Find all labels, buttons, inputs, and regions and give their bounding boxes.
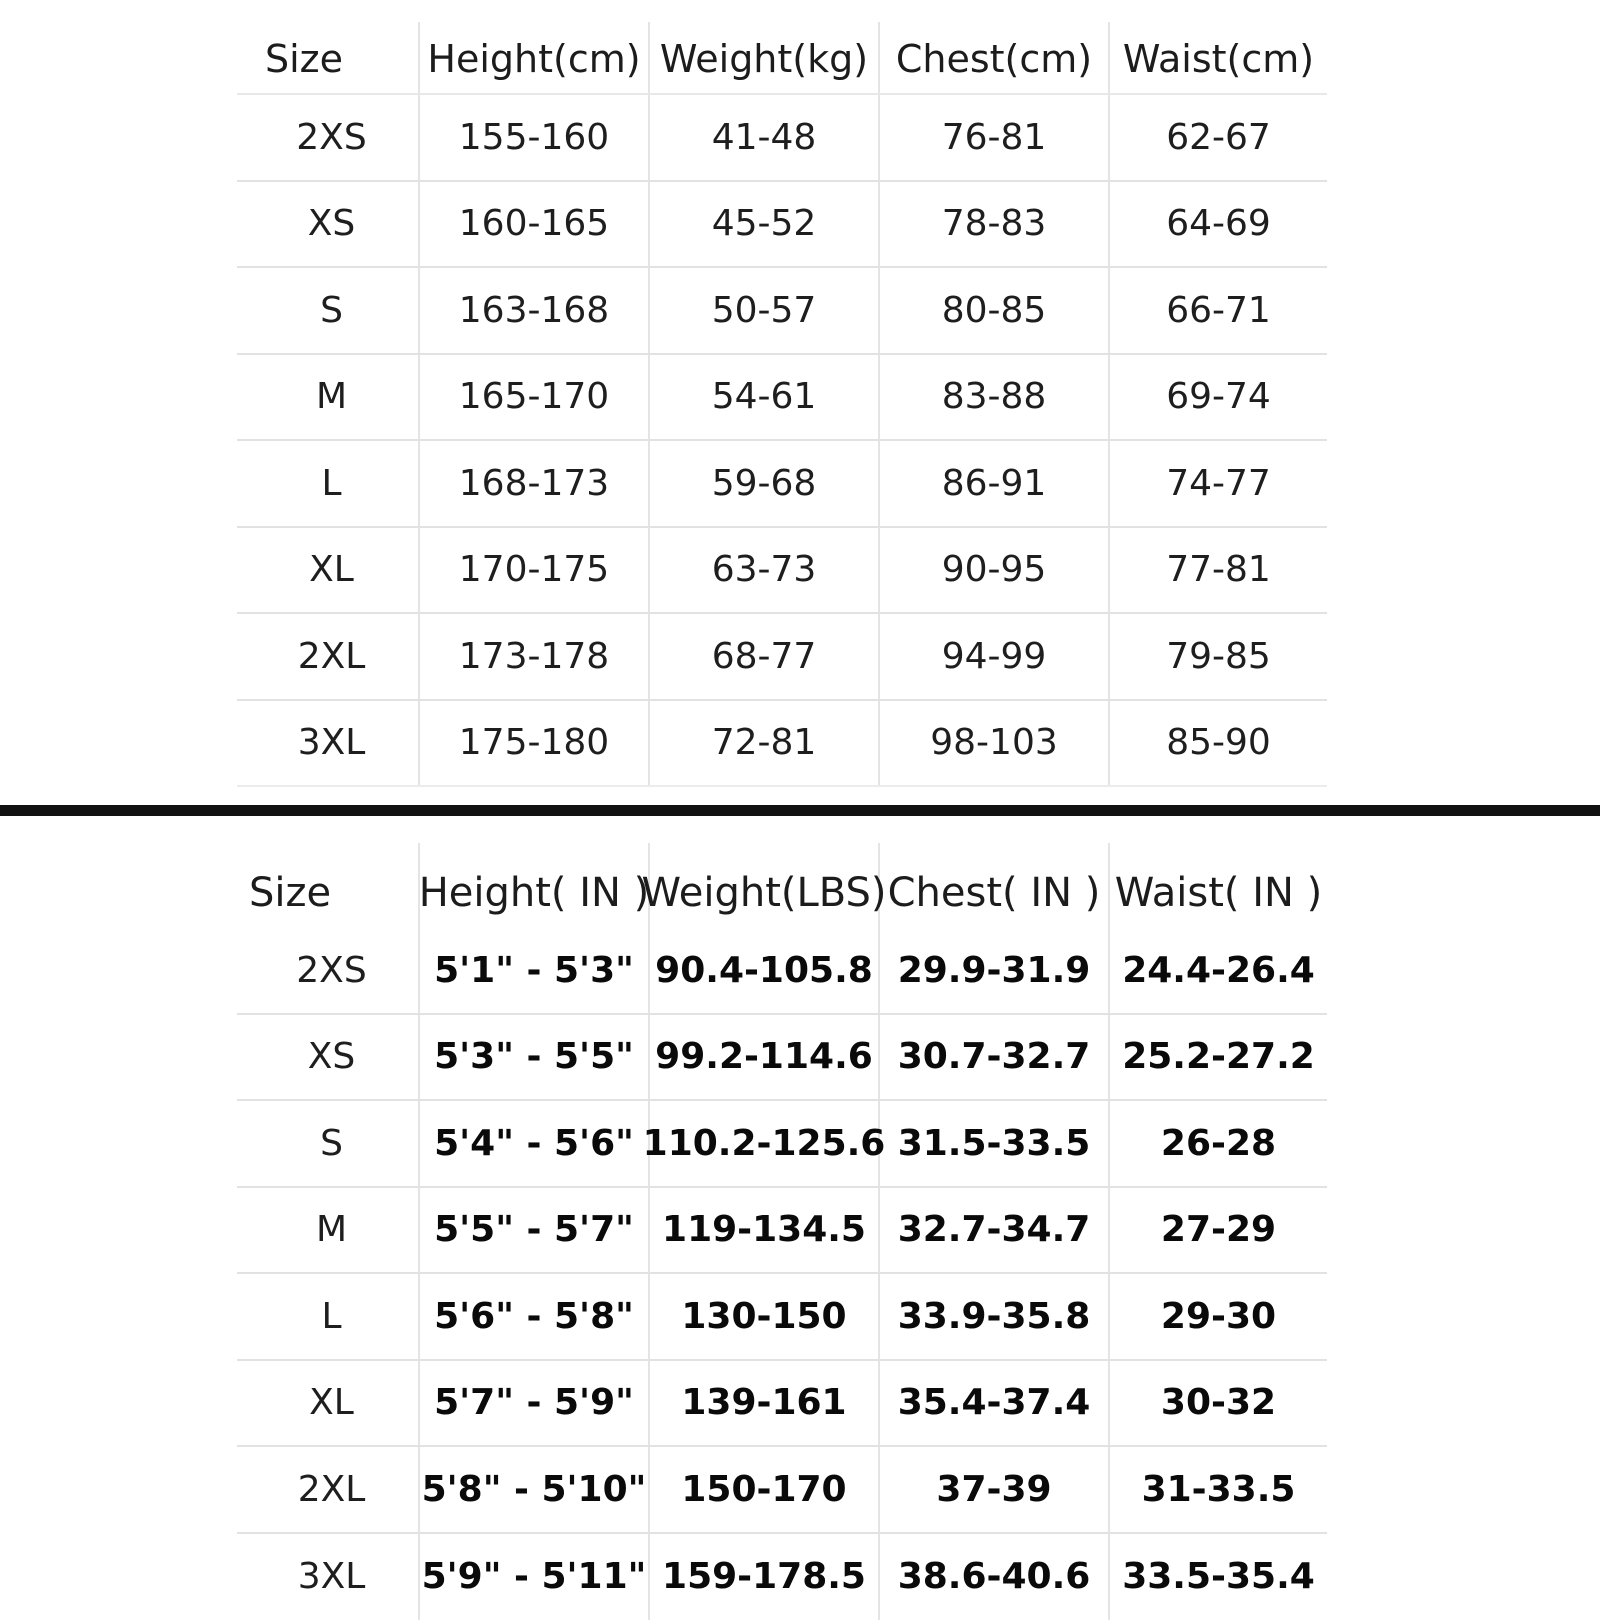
imperial-cell-size: M (237, 1188, 420, 1273)
table-row (237, 1534, 1327, 1620)
metric-header-waist: Waist(cm) (1110, 22, 1327, 93)
imperial-cell-chest: 32.7-34.7 (880, 1188, 1110, 1273)
metric-cell-chest: 94-99 (880, 614, 1110, 699)
metric-cell-weight: 41-48 (650, 95, 880, 180)
table-row (237, 1015, 1327, 1102)
metric-header-row (237, 22, 1327, 95)
imperial-cell-height: 5'3" - 5'5" (420, 1015, 650, 1100)
imperial-cell-size: L (237, 1274, 420, 1359)
metric-cell-height: 160-165 (420, 182, 650, 267)
imperial-cell-weight: 159-178.5 (650, 1534, 880, 1620)
metric-cell-weight: 50-57 (650, 268, 880, 353)
imperial-cell-height: 5'4" - 5'6" (420, 1101, 650, 1186)
imperial-header-row (237, 843, 1327, 928)
table-row (237, 1447, 1327, 1534)
imperial-cell-waist: 26-28 (1110, 1101, 1327, 1186)
imperial-cell-waist: 33.5-35.4 (1110, 1534, 1327, 1620)
metric-cell-height: 155-160 (420, 95, 650, 180)
imperial-cell-size: S (237, 1101, 420, 1186)
metric-cell-size: 3XL (237, 701, 420, 786)
imperial-cell-weight: 139-161 (650, 1361, 880, 1446)
metric-header-height: Height(cm) (420, 22, 650, 93)
table-row (237, 1361, 1327, 1448)
metric-cell-waist: 74-77 (1110, 441, 1327, 526)
metric-cell-height: 165-170 (420, 355, 650, 440)
imperial-header-chest: Chest( IN ) (880, 843, 1110, 928)
imperial-header-waist: Waist( IN ) (1110, 843, 1327, 928)
metric-cell-weight: 54-61 (650, 355, 880, 440)
table-row (237, 614, 1327, 701)
metric-cell-weight: 45-52 (650, 182, 880, 267)
metric-cell-height: 170-175 (420, 528, 650, 613)
table-row (237, 1274, 1327, 1361)
imperial-cell-height: 5'9" - 5'11" (420, 1534, 650, 1620)
imperial-cell-waist: 31-33.5 (1110, 1447, 1327, 1532)
metric-cell-waist: 64-69 (1110, 182, 1327, 267)
imperial-header-weight: Weight(LBS) (650, 843, 880, 928)
imperial-cell-size: 2XS (237, 928, 420, 1013)
imperial-cell-weight: 110.2-125.6 (650, 1101, 880, 1186)
table-row (237, 268, 1327, 355)
metric-cell-size: L (237, 441, 420, 526)
metric-cell-height: 163-168 (420, 268, 650, 353)
imperial-cell-weight: 119-134.5 (650, 1188, 880, 1273)
metric-cell-waist: 62-67 (1110, 95, 1327, 180)
imperial-size-chart (0, 815, 1600, 1600)
imperial-cell-waist: 27-29 (1110, 1188, 1327, 1273)
imperial-header-size: Size (237, 843, 420, 928)
imperial-cell-size: XS (237, 1015, 420, 1100)
metric-header-weight: Weight(kg) (650, 22, 880, 93)
imperial-cell-waist: 24.4-26.4 (1110, 928, 1327, 1013)
imperial-cell-height: 5'6" - 5'8" (420, 1274, 650, 1359)
metric-cell-size: 2XL (237, 614, 420, 699)
metric-cell-chest: 78-83 (880, 182, 1110, 267)
imperial-cell-weight: 150-170 (650, 1447, 880, 1532)
imperial-cell-waist: 30-32 (1110, 1361, 1327, 1446)
imperial-cell-weight: 99.2-114.6 (650, 1015, 880, 1100)
table-row (237, 528, 1327, 615)
imperial-cell-chest: 30.7-32.7 (880, 1015, 1110, 1100)
imperial-cell-size: XL (237, 1361, 420, 1446)
imperial-cell-chest: 29.9-31.9 (880, 928, 1110, 1013)
imperial-cell-height: 5'5" - 5'7" (420, 1188, 650, 1273)
metric-header-size: Size (237, 22, 420, 93)
imperial-cell-waist: 25.2-27.2 (1110, 1015, 1327, 1100)
metric-cell-size: XL (237, 528, 420, 613)
metric-cell-weight: 72-81 (650, 701, 880, 786)
imperial-cell-height: 5'7" - 5'9" (420, 1361, 650, 1446)
table-row (237, 1188, 1327, 1275)
metric-cell-chest: 76-81 (880, 95, 1110, 180)
table-row (237, 95, 1327, 182)
imperial-cell-weight: 90.4-105.8 (650, 928, 880, 1013)
imperial-cell-height: 5'1" - 5'3" (420, 928, 650, 1013)
metric-cell-height: 175-180 (420, 701, 650, 786)
table-row (237, 928, 1327, 1015)
metric-cell-weight: 59-68 (650, 441, 880, 526)
imperial-cell-waist: 29-30 (1110, 1274, 1327, 1359)
metric-cell-waist: 66-71 (1110, 268, 1327, 353)
metric-cell-chest: 80-85 (880, 268, 1110, 353)
table-row (237, 441, 1327, 528)
metric-cell-size: XS (237, 182, 420, 267)
imperial-size-table (237, 843, 1327, 1620)
table-row (237, 701, 1327, 788)
metric-cell-waist: 79-85 (1110, 614, 1327, 699)
imperial-cell-chest: 31.5-33.5 (880, 1101, 1110, 1186)
imperial-cell-weight: 130-150 (650, 1274, 880, 1359)
imperial-cell-chest: 35.4-37.4 (880, 1361, 1110, 1446)
imperial-cell-height: 5'8" - 5'10" (420, 1447, 650, 1532)
imperial-cell-size: 3XL (237, 1534, 420, 1620)
metric-size-chart (0, 0, 1600, 805)
table-row (237, 182, 1327, 269)
metric-cell-chest: 90-95 (880, 528, 1110, 613)
metric-cell-waist: 77-81 (1110, 528, 1327, 613)
metric-cell-weight: 63-73 (650, 528, 880, 613)
metric-cell-chest: 86-91 (880, 441, 1110, 526)
imperial-cell-chest: 37-39 (880, 1447, 1110, 1532)
table-row (237, 355, 1327, 442)
metric-cell-waist: 69-74 (1110, 355, 1327, 440)
metric-size-table (237, 22, 1327, 787)
metric-cell-size: M (237, 355, 420, 440)
metric-cell-waist: 85-90 (1110, 701, 1327, 786)
metric-cell-height: 173-178 (420, 614, 650, 699)
imperial-cell-chest: 33.9-35.8 (880, 1274, 1110, 1359)
metric-cell-weight: 68-77 (650, 614, 880, 699)
metric-cell-chest: 83-88 (880, 355, 1110, 440)
metric-cell-size: S (237, 268, 420, 353)
metric-cell-size: 2XS (237, 95, 420, 180)
metric-cell-height: 168-173 (420, 441, 650, 526)
metric-header-chest: Chest(cm) (880, 22, 1110, 93)
table-row (237, 1101, 1327, 1188)
imperial-cell-chest: 38.6-40.6 (880, 1534, 1110, 1620)
metric-cell-chest: 98-103 (880, 701, 1110, 786)
imperial-header-height: Height( IN ) (420, 843, 650, 928)
imperial-cell-size: 2XL (237, 1447, 420, 1532)
